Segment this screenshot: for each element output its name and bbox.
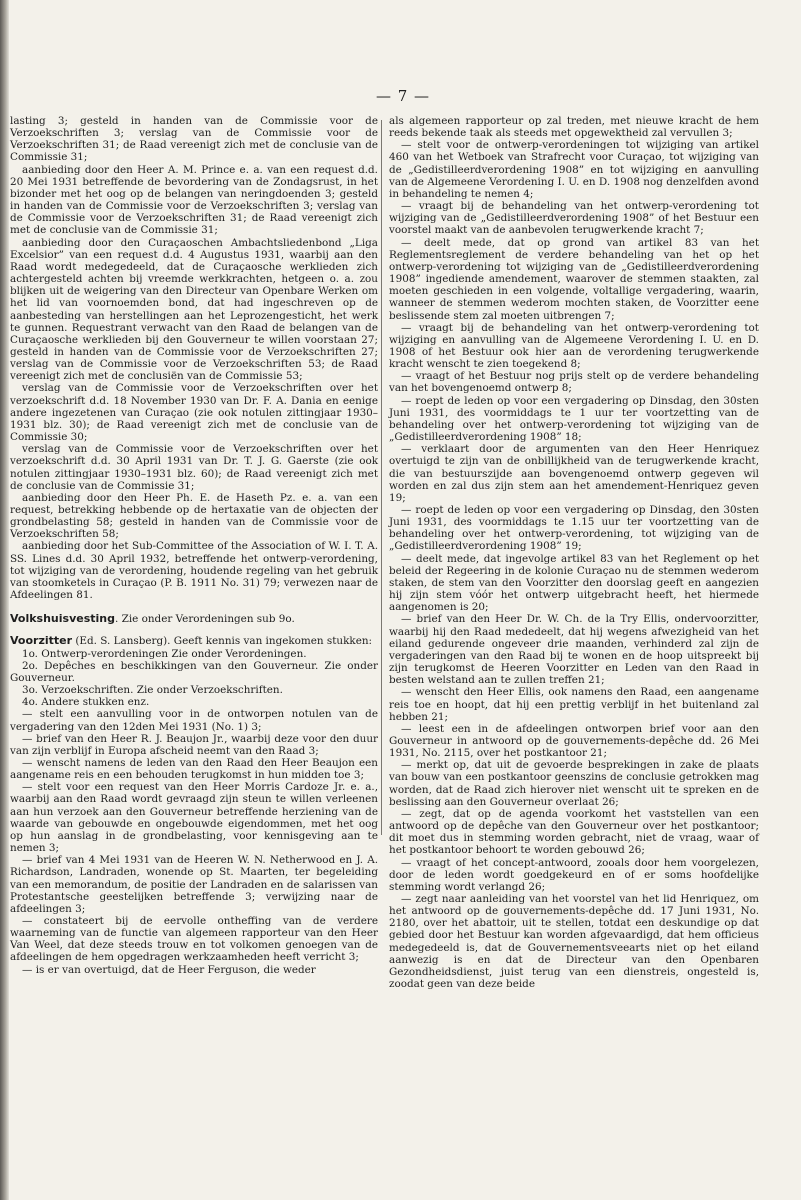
entry: — vraagt of het Bestuur nog prijs stelt op de verdere behandeling van het bovengenoemd ontwerp 8; bbox=[389, 370, 759, 395]
volkshuisvesting-entry bbox=[10, 613, 378, 625]
section-heading-volkshuisvesting: Volkshuisvesting bbox=[10, 612, 115, 626]
paragraph: aanbieding door den Curaçaoschen Ambachtsliedenbond „Liga Excelsior” van een request d.d. 4 Augustus 1931, waarbij aan den Raad wordt medegedeeld, dat de Curaçaosche werklieden zich achtergesteld achten bij vreemde werkkrachten, hetgeen o. a. zou blijken uit de weigering van den Directeur van Openbare Werken om het lid van voornoemden bond, dat had ingeschreven op de aanbesteding van herstellingen aan het Leprozengesticht, het werk te gunnen. Requestrant verwacht van den Raad de belangen van de Curaçaosche werklieden bij den Gouverneur te willen voorstaan 27; gesteld in handen van de Commissie voor de Verzoekschriften 27; verslag van de Commissie voor de Verzoekschriften 53; de Raad vereenigt zich met de conclusiën van de Commissie 53; bbox=[10, 236, 378, 383]
entry: — vraagt bij de behandeling van het ontwerp-verordening tot wijziging van de „Gedistilleerdverordening 1908” of het Bestuur een voorstel maakt van de aanbevolen terugwerkende kracht 7; bbox=[389, 200, 759, 237]
paragraph: verslag van de Commissie voor de Verzoekschriften over het verzoekschrift d.d. 18 November 1930 van Dr. F. A. Dania en eenige andere ingezetenen van Curaçao (zie ook notulen zittingjaar 1930–1931 blz. 30); de Raad vereenigt zich met de conclusie van de Commissie 30; bbox=[10, 382, 378, 444]
list-item: 4o. Andere stukken enz. bbox=[22, 696, 150, 709]
paragraph: aanbieding door den Heer A. M. Prince e. a. van een request d.d. 20 Mei 1931 betreffende de bevordering van de Zondagsrust, in het bizonder met het oog op de belangen van neringdoenden 3; gesteld in handen van de Commissie voor de Verzoekschriften 3; verslag van de Commissie voor de Verzoekschriften 31; de Raad vereenigt zich met de conclusie van de Commissie 31; bbox=[10, 163, 378, 237]
entry: — wenscht namens de leden van den Raad den Heer Beaujon een aangename reis en een behouden terugkomst in hun midden toe 3; bbox=[10, 756, 378, 782]
section-text: (Ed. S. Lansberg). Geeft kennis van ingekomen stukken: bbox=[75, 635, 373, 648]
entry: — brief van den Heer Dr. W. Ch. de la Try Ellis, ondervoorzitter, waarbij hij den Raad mededeelt, dat hij wegens afwezigheid van het eiland gedurende ongeveer drie maanden, verhinderd zal zijn de vergaderingen van den Raad bij te wonen en de hoop uitspreekt bij zijn terugkomst de Heeren Voorzitter en Leden van den Raad in besten welstand aan te zullen treffen 21; bbox=[389, 613, 759, 687]
entry: — wenscht den Heer Ellis, ook namens den Raad, een aangename reis toe en hoopt, dat hij een prettig verblijf in het buitenland zal hebben 21; bbox=[389, 686, 759, 723]
paragraph: aanbieding door het Sub-Committee of the Association of W. I. T. A. SS. Lines d.d. 30 April 1932, betreffende het ontwerp-verordening, tot wijziging van de verordening, houdende regeling van het gebruik van stoomketels in Curaçao (P. B. 1911 No. 31) 79; verwezen naar de Afdeelingen 81. bbox=[10, 540, 378, 602]
entry: — zegt, dat op de agenda voorkomt het vaststellen van een antwoord op de depêche van den Gouverneur over het postkantoor; dit moet dus in stemming worden gebracht, niet de vraag, waar of het postkantoor behoort te worden gebouwd 26; bbox=[389, 807, 759, 857]
entry: — brief van den Heer R. J. Beaujon Jr., waarbij deze voor den duur van zijn verblijf in Europa afscheid neemt van den Raad 3; bbox=[10, 732, 378, 757]
entry: — zegt naar aanleiding van het voorstel van het lid Henriquez, om het antwoord op de gouvernements-depêche dd. 17 Juni 1931, No. 2180, over het abattoir, uit te stellen, totdat een deskundige op dat gebied door het Bestuur kan worden afgevaardigd, dat hem officieus medegedeeld is, dat de Gouvernementsveearts niet op het eiland aanwezig is en dat de Directeur van den Openbaren Gezondheidsdienst, juist terug van een dienstreis, ongesteld is, zoodat geen van deze beide bbox=[389, 893, 759, 991]
left-column bbox=[10, 115, 378, 976]
entry: — merkt op, dat uit de gevoerde besprekingen in zake de plaats van bouw van een postkantoor geenszins de conclusie getrokken mag worden, dat de Raad zich hierover niet wenscht uit te spreken en de beslissing aan den Gouverneur overlaat 26; bbox=[389, 759, 759, 808]
paragraph: verslag van de Commissie voor de Verzoekschriften over het verzoekschrift d.d. 30 April 1931 van Dr. T. J. G. Gaerste (zie ook notulen zittingjaar 1930–1931 blz. 60); de Raad vereenigt zich met de conclusie van de Commissie 31; bbox=[10, 443, 378, 492]
paragraph: aanbieding door den Heer Ph. E. de Haseth Pz. e. a. van een request, betrekking hebbende op de hertaxatie van de objecten der grondbelasting 58; gesteld in handen van de Commissie voor de Verzoekschriften 58; bbox=[10, 491, 378, 541]
entry: — stelt voor een request van den Heer Morris Cardoze Jr. e. a., waarbij aan den Raad wordt gevraagd zijn steun te willen verleenen aan hun verzoek aan den Gouverneur betreffende herziening van de waarde van gebouwde en ongebouwde eigendommen, met het oog op hun aanslag in de grondbelasting, voor kennisgeving aan te nemen 3; bbox=[10, 781, 378, 855]
entry: — leest een in de afdeelingen ontworpen brief voor aan den Gouverneur in antwoord op de gouvernements-depêche dd. 26 Mei 1931, No. 2115, over het postkantoor 21; bbox=[389, 722, 759, 760]
entry: — stelt voor de ontwerp-verordeningen tot wijziging van artikel 460 van het Wetboek van Strafrecht voor Curaçao, tot wijziging van de „Gedistilleerdverordening 1908” en tot wijziging en aanvulling van de Algemeene Verordening I. U. en D. 1908 nog denzelfden avond in behandeling te nemen 4; bbox=[389, 139, 759, 200]
entry: als algemeen rapporteur op zal treden, met nieuwe kracht de hem reeds bekende taak als steeds met opgewektheid zal vervullen 3; bbox=[389, 115, 759, 140]
column-divider bbox=[381, 120, 382, 835]
right-column bbox=[389, 115, 759, 990]
page-number: — 7 — bbox=[375, 87, 431, 105]
entry: — verklaart door de argumenten van den Heer Henriquez overtuigd te zijn van de onbillijkheid van de terugwerkende kracht, die van bestuurszijde aan bovengenoemd ontwerp gegeven wil worden en zal dus zijn stem aan het amendement-Henriquez geven 19; bbox=[389, 443, 759, 504]
entry: — is er van overtuigd, dat de Heer Ferguson, die weder bbox=[22, 963, 316, 976]
entry: — brief van 4 Mei 1931 van de Heeren W. N. Netherwood en J. A. Richardson, Landraden, wonende op St. Maarten, ter begeleiding van een memorandum, de positie der Landraden en de salarissen van Protestantsche geestelijken betreffende 3; verwijzing naar de afdeelingen 3; bbox=[10, 854, 378, 915]
paragraph: lasting 3; gesteld in handen van de Commissie voor de Verzoekschriften 3; verslag van de Commissie voor de Verzoekschriften 31; de Raad vereenigt zich met de conclusie van de Commissie 31; bbox=[10, 115, 378, 164]
entry: — roept de leden op voor een vergadering op Dinsdag, den 30sten Juni 1931, des voormiddags te 1.15 uur ter voortzetting van de behandeling over het ontwerp-verordening, tot wijziging van de „Gedistilleerdverordening 1908” 19; bbox=[389, 504, 759, 553]
list-item: 1o. Ontwerp-verordeningen Zie onder Verordeningen. bbox=[22, 647, 307, 660]
voorzitter-entry bbox=[10, 635, 378, 647]
section-heading-voorzitter: Voorzitter bbox=[10, 634, 73, 648]
section-text: . Zie onder Verordeningen sub 9o. bbox=[115, 613, 295, 626]
list-item: 2o. Depêches en beschikkingen van den Gouverneur. Zie onder Gouverneur. bbox=[10, 659, 378, 684]
list-item: 3o. Verzoekschriften. Zie onder Verzoekschriften. bbox=[22, 684, 283, 697]
entry: — vraagt bij de behandeling van het ontwerp-verordening tot wijziging en aanvulling van de Algemeene Verordening I. U. en D. 1908 of het Bestuur ook hier aan de verordening terugwerkende kracht wenscht te zien toegekend 8; bbox=[389, 321, 759, 371]
entry: — roept de leden op voor een vergadering op Dinsdag, den 30sten Juni 1931, des voormiddags te 1 uur ter voortzetting van de behandeling over het ontwerp-verordening tot wijziging van de „Gedistilleerdverordening 1908” 18; bbox=[389, 394, 759, 444]
entry: — deelt mede, dat ingevolge artikel 83 van het Reglement op het beleid der Regeering in de kolonie Curaçao nu de stemmen wederom staken, de stem van den Voorzitter den doorslag geeft en aangezien hij zijn stem vóór het ontwerp uitgebracht heeft, het hiermede aangenomen is 20; bbox=[389, 552, 759, 614]
entry: — deelt mede, dat op grond van artikel 83 van het Reglementsreglement de verdere behandeling van het op het ontwerp-verordening tot wijziging van de „Gedistilleerdverordening 1908” ingediende amendement, waarover de stemmen staakten, zal moeten geschieden in een volgende, voltallige vergadering, waarin, wanneer de stemmen wederom mochten staken, de Voorzitter eene beslissende stem zal moeten uitbrengen 7; bbox=[389, 236, 759, 322]
entry: — stelt een aanvulling voor in de ontworpen notulen van de vergadering van den 12den Mei 1931 (No. 1) 3; bbox=[10, 708, 378, 733]
entry: — constateert bij de eervolle ontheffing van de verdere waarneming van de functie van algemeen rapporteur van den Heer Van Weel, dat deze steeds trouw en tot volkomen genoegen van de afdeelingen de hem opgedragen werkzaamheden heeft verricht 3; bbox=[10, 915, 378, 964]
entry: — vraagt of het concept-antwoord, zooals door hem voorgelezen, door de leden wordt goedgekeurd en of er soms hoofdelijke stemming wordt verlangd 26; bbox=[389, 856, 759, 893]
page-edge-shadow bbox=[0, 0, 9, 1200]
